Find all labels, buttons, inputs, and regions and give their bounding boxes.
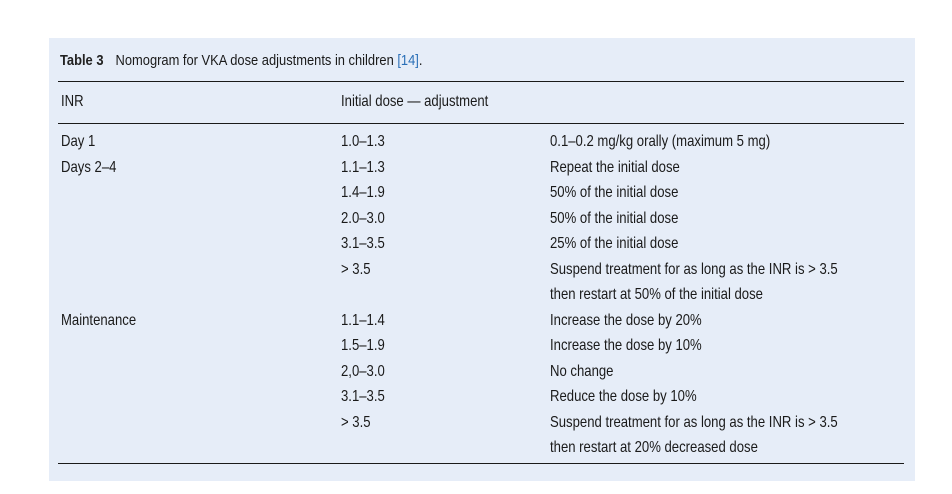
action-cell: Repeat the initial dose (550, 159, 680, 176)
range-cell: 3.1–3.5 (341, 388, 385, 405)
caption-period: . (418, 52, 423, 69)
range-cell: > 3.5 (341, 261, 371, 278)
inr-cell: Days 2–4 (61, 159, 117, 176)
range-cell: 2.0–3.0 (341, 210, 385, 227)
table-panel (49, 38, 915, 481)
range-cell: 1.1–1.3 (341, 159, 385, 176)
action-cell: 0.1–0.2 mg/kg orally (maximum 5 mg) (550, 133, 771, 150)
table-title: Nomogram for VKA dose adjustments in children (115, 52, 398, 69)
action-cell: Reduce the dose by 10% (550, 388, 697, 405)
action-cell: Suspend treatment for as long as the INR is > 3.5 (550, 261, 838, 278)
header-inr: INR (61, 93, 84, 110)
table-caption (60, 52, 422, 69)
action-cell: 25% of the initial dose (550, 235, 679, 252)
range-cell: 1.5–1.9 (341, 337, 385, 354)
action-cell: 50% of the initial dose (550, 210, 679, 227)
header-dose-adjustment: Initial dose — adjustment (341, 93, 489, 110)
action-cell: Increase the dose by 20% (550, 312, 702, 329)
range-cell: 2,0–3.0 (341, 363, 385, 380)
action-cell: No change (550, 363, 614, 380)
action-cell: then restart at 50% of the initial dose (550, 286, 763, 303)
header-rule (58, 123, 904, 124)
inr-cell: Day 1 (61, 133, 96, 150)
action-cell: Increase the dose by 10% (550, 337, 702, 354)
table-label: Table 3 (60, 52, 104, 69)
inr-cell: Maintenance (61, 312, 137, 329)
range-cell: 1.4–1.9 (341, 184, 385, 201)
range-cell: 3.1–3.5 (341, 235, 385, 252)
bottom-rule (58, 463, 904, 464)
action-cell: Suspend treatment for as long as the INR is > 3.5 (550, 414, 838, 431)
action-cell: 50% of the initial dose (550, 184, 679, 201)
top-rule (58, 81, 904, 82)
action-cell: then restart at 20% decreased dose (550, 439, 758, 456)
range-cell: > 3.5 (341, 414, 371, 431)
range-cell: 1.0–1.3 (341, 133, 385, 150)
reference-link[interactable]: [14] (397, 52, 419, 69)
range-cell: 1.1–1.4 (341, 312, 385, 329)
